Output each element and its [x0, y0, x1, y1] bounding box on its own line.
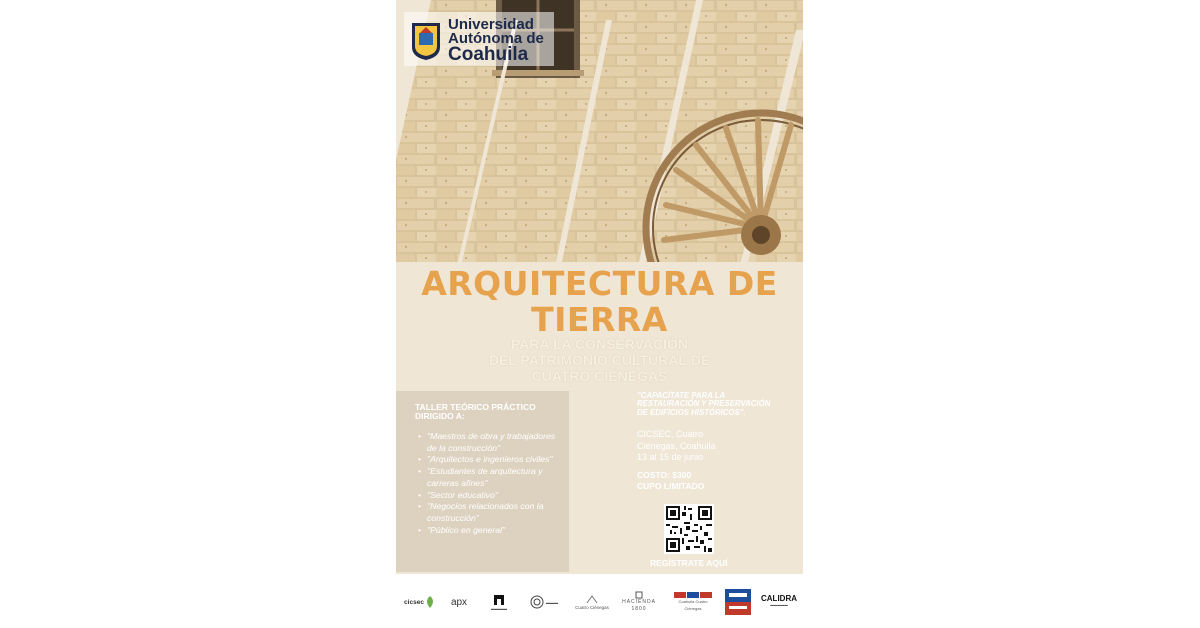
event-info — [637, 392, 777, 491]
university-logo — [410, 18, 544, 64]
event-cost — [637, 470, 777, 491]
sponsor-cicsec-logo: cicsec — [400, 588, 440, 616]
sponsor-hacienda-logo: HACIENDA 1800 — [616, 588, 662, 616]
poster-subtitle — [396, 336, 803, 384]
building-icon — [493, 593, 505, 605]
event-poster — [396, 0, 803, 628]
poster-title — [396, 266, 803, 338]
university-name-line2: Autónoma de — [448, 30, 544, 47]
poster-title-line1: ARQUITECTURA DE — [421, 264, 778, 303]
crest-icon — [635, 591, 643, 599]
sponsor-coahuila-logo: Coahuila Cuatro Ciénegas — [670, 588, 716, 616]
sponsor-apx-logo: apx — [450, 596, 468, 608]
sponsor-cuatro-cienegas-logo: Cuatro Ciénegas — [574, 588, 610, 616]
audience-panel — [396, 391, 569, 572]
list-item: • "Estudiantes de arquitectura y carreras afines" — [418, 466, 564, 489]
location-line2: Ciénegas, Coahuila — [637, 440, 716, 451]
workshop-heading-line2: DIRIGIDO A: — [415, 411, 465, 421]
list-item: • "Sector educativo" — [418, 490, 564, 502]
list-item: • "Arquitectos e ingenieros civiles" — [418, 454, 564, 466]
seal-icon — [530, 595, 544, 609]
subtitle-line3: CUATRO CIÉNEGAS — [531, 368, 668, 384]
capacity-label: CUPO LIMITADO — [637, 480, 705, 491]
subtitle-line2: DEL PATRIMONIO CULTURAL DE — [488, 352, 711, 368]
event-quote: "CAPACÍTATE PARA LA RESTAURACIÓN Y PRESERVACIÓN DE EDIFICIOS HISTÓRICOS". — [637, 391, 771, 417]
list-item: • "Negocios relacionados con la construcción" — [418, 501, 564, 524]
sponsor-seal-logo: ▬▬▬ — [526, 588, 562, 616]
university-name-line1: Universidad — [448, 16, 534, 33]
sponsor-flag-logo — [724, 588, 752, 616]
cost-label: COSTO: $300 — [637, 470, 692, 480]
workshop-heading — [415, 403, 536, 421]
leaf-icon — [424, 595, 436, 609]
location-line1: CICSEC, Cuatro — [637, 429, 704, 440]
subtitle-line1: PARA LA CONSERVACIÓN — [510, 336, 689, 352]
sponsor-calidra-logo: CALIDRA ▬▬▬▬▬ — [761, 594, 797, 607]
university-name-line3: Coahuila — [448, 44, 529, 65]
event-dates: 13 al 15 de junio — [637, 452, 704, 463]
list-item: • "Público en general" — [418, 525, 564, 537]
register-link[interactable]: REGÍSTRATE AQUÍ — [650, 558, 728, 568]
flag-badge-icon — [725, 589, 751, 615]
university-seal-icon — [410, 21, 442, 61]
poster-title-line2: TIERRA — [531, 300, 668, 339]
registration-qr-code-icon[interactable] — [664, 504, 714, 554]
landscape-icon — [586, 594, 598, 604]
sponsor-emblem-logo: ▬▬▬▬ — [480, 588, 518, 616]
list-item: • "Maestros de obra y trabajadores de la construcción" — [418, 431, 564, 454]
audience-list — [418, 431, 564, 536]
sponsors-footer — [396, 574, 803, 628]
event-location — [637, 429, 777, 464]
workshop-heading-line1: TALLER TEÓRICO PRÁCTICO — [415, 402, 536, 412]
